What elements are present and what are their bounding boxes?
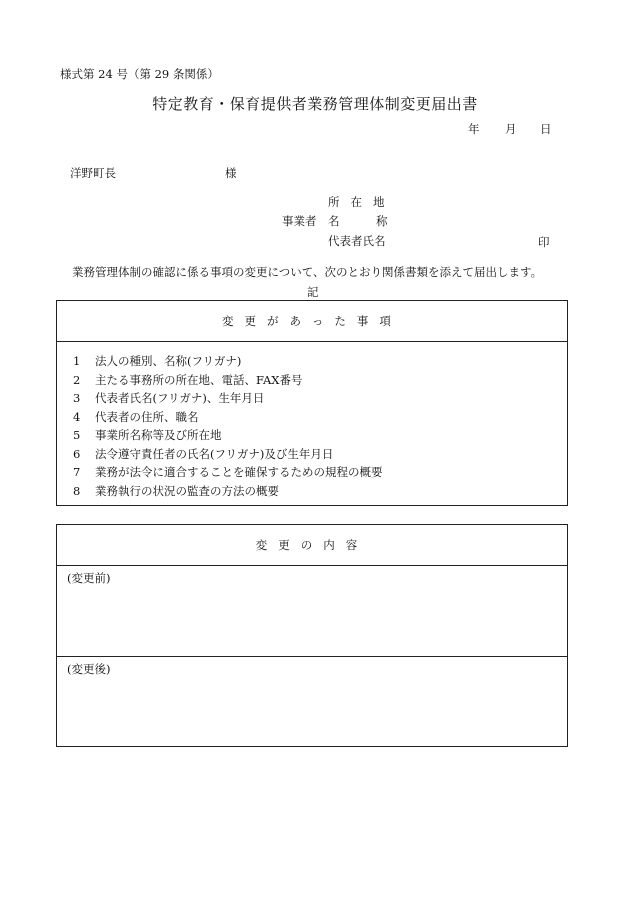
item-number: 4 — [73, 409, 81, 424]
name-label-part-2: 称 — [376, 214, 388, 228]
item-number: 1 — [73, 354, 81, 368]
name-label — [328, 213, 388, 229]
document-title: 特定教育・保育提供者業務管理体制変更届出書 — [152, 95, 478, 113]
list-item — [73, 371, 567, 390]
item-number: 8 — [73, 483, 81, 498]
representative-label: 代表者氏名 — [328, 234, 386, 248]
before-change-label: (変更前) — [67, 571, 111, 585]
item-number: 2 — [73, 372, 81, 387]
addressee: 洋野町長 — [70, 166, 116, 180]
item-text: 事業所名称等及び所在地 — [95, 428, 222, 442]
list-item — [73, 408, 567, 427]
item-number: 6 — [73, 446, 81, 461]
list-item — [73, 426, 567, 445]
list-item — [73, 445, 567, 464]
item-text: 業務執行の状況の監査の方法の概要 — [95, 483, 279, 498]
changed-items-header: 変更があった事項 — [57, 301, 567, 342]
item-text: 業務が法令に適合することを確保するための規程の概要 — [95, 465, 383, 479]
changed-items-table — [56, 300, 568, 506]
list-item — [73, 482, 567, 501]
date-month-label: 月 — [505, 122, 517, 136]
item-text: 主たる事務所の所在地、電話、FAX番号 — [95, 372, 303, 387]
ki-label: 記 — [307, 285, 319, 299]
item-number: 3 — [73, 391, 81, 405]
after-change-label: (変更後) — [67, 662, 111, 676]
date-day-label: 日 — [540, 122, 552, 136]
address-label: 所在地 — [328, 195, 396, 209]
item-text: 法令遵守責任者の氏名(フリガナ)及び生年月日 — [95, 446, 334, 461]
list-item — [73, 389, 567, 408]
date-year-label: 年 — [468, 122, 480, 136]
item-number: 7 — [73, 465, 81, 479]
form-number: 様式第 24 号（第 29 条関係） — [60, 67, 219, 81]
seal-mark: 印 — [538, 235, 550, 249]
addressee-suffix: 様 — [225, 166, 237, 180]
statement-text: 業務管理体制の確認に係る事項の変更について、次のとおり関係書類を添えて届出します。 — [72, 265, 543, 279]
submitter-group-label: 事業者 — [282, 214, 317, 228]
list-item — [73, 352, 567, 371]
changed-items-list — [57, 342, 567, 500]
change-content-table — [56, 524, 568, 747]
before-change-field[interactable] — [57, 566, 567, 657]
list-item — [73, 463, 567, 482]
change-content-header: 変更の内容 — [57, 525, 567, 566]
item-number: 5 — [73, 428, 81, 442]
item-text: 法人の種別、名称(フリガナ) — [95, 354, 242, 368]
after-change-field[interactable] — [57, 657, 567, 748]
name-label-part-1: 名 — [328, 214, 340, 228]
item-text: 代表者の住所、職名 — [95, 409, 199, 424]
item-text: 代表者氏名(フリガナ)、生年月日 — [95, 391, 265, 405]
